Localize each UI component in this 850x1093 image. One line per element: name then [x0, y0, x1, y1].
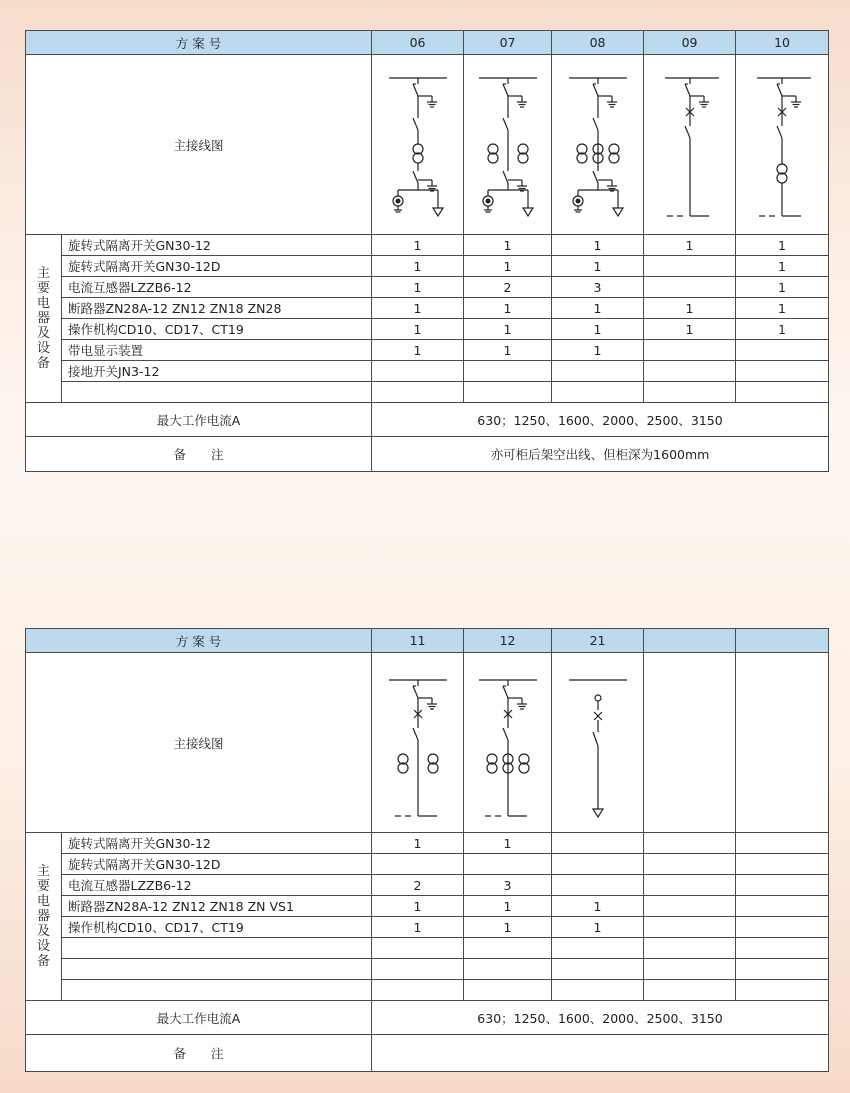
equipment-qty — [644, 959, 736, 980]
equipment-row — [26, 319, 829, 340]
equipment-qty — [552, 938, 644, 959]
equipment-qty — [372, 938, 464, 959]
scheme-number: 21 — [552, 629, 644, 653]
equipment-name — [62, 959, 372, 980]
max-current-label: 最大工作电流A — [26, 403, 372, 437]
main-wiring-diagram-label: 主接线图 — [26, 653, 372, 833]
remark-label: 备 注 — [26, 437, 372, 472]
equipment-name — [62, 938, 372, 959]
scheme-number: 08 — [552, 31, 644, 55]
scheme-number: 12 — [464, 629, 552, 653]
equipment-row — [26, 833, 829, 854]
equipment-name — [62, 382, 372, 403]
equipment-qty — [464, 854, 552, 875]
equipment-qty — [552, 854, 644, 875]
equipment-qty: 1 — [736, 256, 829, 277]
equipment-qty — [736, 980, 829, 1001]
equipment-qty: 1 — [644, 319, 736, 340]
equipment-qty: 1 — [552, 235, 644, 256]
equipment-row — [26, 875, 829, 896]
equipment-qty: 1 — [552, 319, 644, 340]
equipment-qty: 1 — [372, 896, 464, 917]
equipment-qty: 1 — [372, 277, 464, 298]
scheme-number: 06 — [372, 31, 464, 55]
equipment-qty: 1 — [372, 917, 464, 938]
equipment-row — [26, 938, 829, 959]
equipment-qty — [552, 875, 644, 896]
equipment-qty — [552, 959, 644, 980]
equipment-row — [26, 340, 829, 361]
equipment-qty — [644, 340, 736, 361]
equipment-name: 旋转式隔离开关GN30-12 — [62, 833, 372, 854]
equipment-qty: 3 — [552, 277, 644, 298]
equipment-name: 电流互感器LZZB6-12 — [62, 875, 372, 896]
equipment-qty — [736, 875, 829, 896]
equipment-row — [26, 361, 829, 382]
scheme-11-diagram-icon — [372, 653, 464, 833]
equipment-qty — [552, 980, 644, 1001]
equipment-qty — [552, 833, 644, 854]
equipment-qty — [644, 917, 736, 938]
equipment-name: 旋转式隔离开关GN30-12D — [62, 854, 372, 875]
equipment-qty: 1 — [736, 298, 829, 319]
max-current-label: 最大工作电流A — [26, 1001, 372, 1035]
remark-row — [26, 1035, 829, 1072]
equipment-qty: 1 — [736, 277, 829, 298]
equipment-name: 电流互感器LZZB6-12 — [62, 277, 372, 298]
scheme-number: 10 — [736, 31, 829, 55]
equipment-qty — [736, 917, 829, 938]
scheme-number — [644, 629, 736, 653]
remark-value: 亦可柜后架空出线、但柜深为1600mm — [372, 437, 829, 472]
scheme-number — [736, 629, 829, 653]
equipment-qty: 1 — [464, 896, 552, 917]
equipment-qty — [372, 959, 464, 980]
equipment-qty: 3 — [464, 875, 552, 896]
equipment-qty — [372, 361, 464, 382]
equipment-qty — [464, 980, 552, 1001]
equipment-qty — [372, 382, 464, 403]
scheme-table-1 — [25, 30, 829, 472]
equipment-qty — [644, 875, 736, 896]
remark-label: 备 注 — [26, 1035, 372, 1072]
equipment-row — [26, 980, 829, 1001]
diagram-row — [26, 653, 829, 833]
equipment-qty — [372, 980, 464, 1001]
main-equipment-group-label: 主 要 电 器 及 设 备 — [26, 833, 62, 1001]
equipment-qty: 1 — [372, 235, 464, 256]
equipment-qty — [552, 382, 644, 403]
equipment-qty: 2 — [372, 875, 464, 896]
equipment-qty — [644, 896, 736, 917]
max-current-value: 630；1250、1600、2000、2500、3150 — [372, 403, 829, 437]
equipment-qty: 1 — [552, 917, 644, 938]
empty-diagram-cell — [736, 653, 829, 833]
equipment-row — [26, 896, 829, 917]
diagram-row — [26, 55, 829, 235]
equipment-name: 旋转式隔离开关GN30-12 — [62, 235, 372, 256]
equipment-qty: 1 — [372, 256, 464, 277]
equipment-row — [26, 298, 829, 319]
scheme-number-label: 方 案 号 — [26, 629, 372, 653]
equipment-qty: 1 — [736, 235, 829, 256]
equipment-qty — [464, 361, 552, 382]
equipment-qty: 1 — [372, 298, 464, 319]
scheme-number: 09 — [644, 31, 736, 55]
max-current-value: 630；1250、1600、2000、2500、3150 — [372, 1001, 829, 1035]
equipment-qty: 1 — [552, 298, 644, 319]
equipment-qty: 1 — [464, 298, 552, 319]
equipment-qty: 1 — [736, 319, 829, 340]
main-equipment-group-label: 主 要 电 器 及 设 备 — [26, 235, 62, 403]
equipment-qty — [644, 980, 736, 1001]
header-row — [26, 31, 829, 55]
scheme-table-2 — [25, 628, 829, 1072]
equipment-qty — [644, 256, 736, 277]
equipment-qty — [644, 277, 736, 298]
equipment-qty: 1 — [464, 917, 552, 938]
main-wiring-diagram-label: 主接线图 — [26, 55, 372, 235]
equipment-row — [26, 235, 829, 256]
equipment-qty — [644, 938, 736, 959]
equipment-qty — [552, 361, 644, 382]
equipment-qty — [736, 959, 829, 980]
equipment-qty: 1 — [644, 235, 736, 256]
equipment-row — [26, 277, 829, 298]
equipment-qty: 1 — [372, 319, 464, 340]
equipment-name: 带电显示装置 — [62, 340, 372, 361]
equipment-qty: 1 — [644, 298, 736, 319]
empty-diagram-cell — [644, 653, 736, 833]
equipment-qty — [464, 959, 552, 980]
equipment-name: 接地开关JN3-12 — [62, 361, 372, 382]
equipment-qty: 1 — [372, 340, 464, 361]
scheme-number: 07 — [464, 31, 552, 55]
scheme-09-diagram-icon — [644, 55, 736, 235]
equipment-row — [26, 854, 829, 875]
equipment-qty — [464, 938, 552, 959]
max-current-row — [26, 1001, 829, 1035]
equipment-qty: 1 — [552, 896, 644, 917]
equipment-name: 操作机构CD10、CD17、CT19 — [62, 319, 372, 340]
equipment-qty — [644, 833, 736, 854]
scheme-07-diagram-icon — [464, 55, 552, 235]
equipment-qty — [736, 361, 829, 382]
scheme-12-diagram-icon — [464, 653, 552, 833]
scheme-number-label: 方 案 号 — [26, 31, 372, 55]
equipment-qty — [736, 340, 829, 361]
equipment-qty: 1 — [464, 235, 552, 256]
equipment-qty — [736, 382, 829, 403]
header-row — [26, 629, 829, 653]
equipment-name: 断路器ZN28A-12 ZN12 ZN18 ZN28 — [62, 298, 372, 319]
equipment-qty: 1 — [552, 256, 644, 277]
equipment-row — [26, 382, 829, 403]
scheme-number: 11 — [372, 629, 464, 653]
equipment-row — [26, 917, 829, 938]
scheme-21-diagram-icon — [552, 653, 644, 833]
remark-value — [372, 1035, 829, 1072]
scheme-10-diagram-icon — [736, 55, 829, 235]
equipment-qty — [644, 382, 736, 403]
equipment-name: 旋转式隔离开关GN30-12D — [62, 256, 372, 277]
equipment-qty: 1 — [464, 833, 552, 854]
equipment-qty — [644, 361, 736, 382]
equipment-row — [26, 256, 829, 277]
equipment-name: 操作机构CD10、CD17、CT19 — [62, 917, 372, 938]
equipment-qty — [372, 854, 464, 875]
equipment-name — [62, 980, 372, 1001]
equipment-qty: 2 — [464, 277, 552, 298]
equipment-qty: 1 — [372, 833, 464, 854]
remark-row — [26, 437, 829, 472]
scheme-06-diagram-icon — [372, 55, 464, 235]
equipment-qty — [736, 854, 829, 875]
equipment-qty — [644, 854, 736, 875]
equipment-qty — [736, 896, 829, 917]
equipment-qty: 1 — [464, 340, 552, 361]
equipment-qty — [464, 382, 552, 403]
equipment-qty: 1 — [552, 340, 644, 361]
equipment-name: 断路器ZN28A-12 ZN12 ZN18 ZN VS1 — [62, 896, 372, 917]
equipment-qty — [736, 938, 829, 959]
equipment-qty — [736, 833, 829, 854]
equipment-qty: 1 — [464, 256, 552, 277]
scheme-08-diagram-icon — [552, 55, 644, 235]
max-current-row — [26, 403, 829, 437]
equipment-qty: 1 — [464, 319, 552, 340]
equipment-row — [26, 959, 829, 980]
